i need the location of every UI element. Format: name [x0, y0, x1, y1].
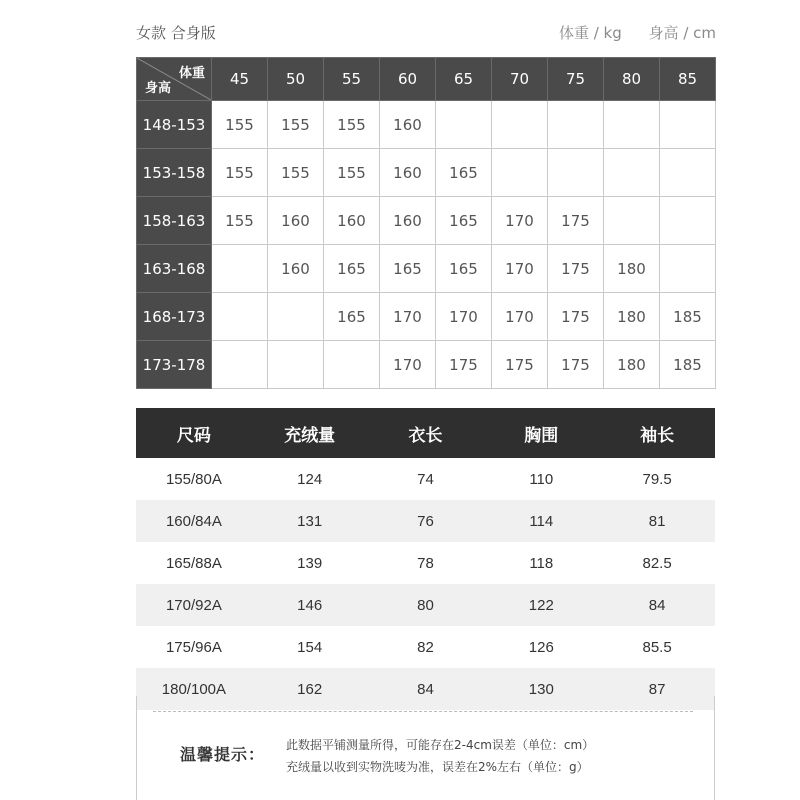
size-header-row — [136, 408, 715, 458]
grid-header-row — [137, 58, 716, 101]
size-value-cell: 82.5 — [642, 554, 672, 572]
unit-legend — [559, 22, 716, 43]
height-range-cell: 158-163 — [137, 197, 212, 245]
size-row — [136, 500, 715, 542]
size-cell: 155 — [324, 149, 380, 197]
size-value-cell: 79.5 — [642, 470, 672, 488]
size-cell: 175 — [492, 341, 548, 389]
size-cell: 155 — [212, 197, 268, 245]
size-cell: 185 — [660, 341, 716, 389]
size-cell: 165 — [436, 245, 492, 293]
size-cell: 160 — [380, 197, 436, 245]
size-cell: 165 — [324, 293, 380, 341]
tips-border-right — [714, 696, 715, 800]
size-value-cell: 122 — [483, 584, 599, 626]
size-value-cell: 154 — [297, 638, 323, 656]
size-column-header: 尺码 — [136, 408, 252, 458]
tips-border-left — [136, 696, 137, 800]
size-value-cell: 84 — [599, 584, 715, 626]
grid-row — [137, 341, 716, 389]
size-cell: 170 — [436, 293, 492, 341]
height-range-cell: 148-153 — [137, 101, 212, 149]
height-weight-size-grid — [136, 57, 716, 389]
size-row — [136, 626, 715, 668]
size-cell: 170 — [492, 197, 548, 245]
size-cell: 155 — [268, 149, 324, 197]
size-value-cell: 85.5 — [642, 638, 672, 656]
size-value-cell: 146 — [252, 584, 368, 626]
size-row — [136, 584, 715, 626]
chart-header — [136, 20, 716, 44]
size-value-cell: 160/84A — [136, 500, 252, 542]
size-cell: 180 — [604, 341, 660, 389]
size-value-cell: 81 — [599, 500, 715, 542]
height-range-cell: 163-168 — [137, 245, 212, 293]
size-column-header: 胸围 — [483, 408, 599, 458]
weight-header-cell: 75 — [548, 58, 604, 101]
size-value-cell: 126 — [528, 638, 554, 656]
weight-header-cell: 65 — [436, 58, 492, 101]
size-value-cell: 124 — [297, 470, 323, 488]
size-cell: 175 — [436, 341, 492, 389]
size-cell — [604, 149, 660, 197]
size-cell — [212, 341, 268, 389]
size-measurement-section — [136, 408, 715, 710]
size-value-cell: 131 — [252, 500, 368, 542]
size-value-cell: 162 — [252, 668, 368, 710]
size-value-cell: 170/92A — [136, 584, 252, 626]
size-value-cell: 74 — [417, 470, 434, 488]
size-cell: 170 — [492, 293, 548, 341]
size-value-cell: 118 — [529, 554, 554, 572]
size-cell: 170 — [380, 293, 436, 341]
size-cell — [324, 341, 380, 389]
size-value-cell: 180/100A — [136, 668, 252, 710]
size-cell — [436, 101, 492, 149]
tips-line-filling: 充绒量以收到实物洗唛为准，误差在2%左右（单位：g） — [286, 760, 589, 774]
size-cell — [660, 197, 716, 245]
size-cell: 185 — [660, 293, 716, 341]
grid-row — [137, 293, 716, 341]
size-cell — [268, 293, 324, 341]
size-cell: 165 — [436, 149, 492, 197]
weight-header-cell: 70 — [492, 58, 548, 101]
corner-height-label: 身高 — [145, 81, 172, 96]
size-row — [136, 458, 715, 500]
size-cell: 170 — [380, 341, 436, 389]
size-cell: 175 — [548, 245, 604, 293]
size-cell: 165 — [380, 245, 436, 293]
tips-line-measurement: 此数据平铺测量所得，可能存在2-4cm误差（单位：cm） — [286, 738, 595, 752]
size-value-cell: 82 — [417, 638, 434, 656]
grid-row — [137, 149, 716, 197]
corner-weight-label: 体重 — [178, 66, 205, 81]
size-value-cell: 76 — [368, 500, 484, 542]
size-cell: 165 — [324, 245, 380, 293]
size-value-cell: 155/80A — [165, 470, 222, 488]
size-column-header: 充绒量 — [252, 408, 368, 458]
size-value-cell: 87 — [599, 668, 715, 710]
size-value-cell: 78 — [417, 554, 434, 572]
size-cell — [604, 101, 660, 149]
size-cell: 170 — [492, 245, 548, 293]
size-cell — [212, 293, 268, 341]
size-cell — [492, 101, 548, 149]
size-row — [136, 668, 715, 710]
size-cell: 160 — [324, 197, 380, 245]
weight-header-cell: 60 — [380, 58, 436, 101]
size-row — [136, 542, 715, 584]
size-value-cell: 165/88A — [165, 554, 222, 572]
size-cell: 155 — [212, 149, 268, 197]
size-cell — [604, 197, 660, 245]
weight-header-cell: 85 — [660, 58, 716, 101]
weight-unit-label: 体重 / kg — [558, 24, 622, 42]
height-unit-label: 身高 / cm — [648, 24, 716, 42]
size-column-header: 衣长 — [368, 408, 484, 458]
size-cell — [660, 101, 716, 149]
height-range-cell: 173-178 — [137, 341, 212, 389]
size-cell — [660, 149, 716, 197]
grid-row — [137, 197, 716, 245]
size-cell: 155 — [324, 101, 380, 149]
size-cell: 160 — [268, 245, 324, 293]
size-cell: 180 — [604, 245, 660, 293]
weight-header-cell: 45 — [212, 58, 268, 101]
tips-title: 温馨提示： — [180, 745, 266, 764]
weight-header-cell: 50 — [268, 58, 324, 101]
grid-row — [137, 245, 716, 293]
size-measurement-table — [136, 408, 715, 710]
size-cell: 175 — [548, 293, 604, 341]
size-cell — [660, 245, 716, 293]
height-range-cell: 153-158 — [137, 149, 212, 197]
size-cell — [212, 245, 268, 293]
size-value-cell: 80 — [368, 584, 484, 626]
tips-text — [286, 734, 594, 778]
size-value-cell: 139 — [297, 554, 323, 572]
size-column-header: 袖长 — [599, 408, 715, 458]
size-value-cell: 130 — [483, 668, 599, 710]
size-value-cell: 84 — [368, 668, 484, 710]
size-cell — [492, 149, 548, 197]
weight-header-cell: 55 — [324, 58, 380, 101]
size-cell — [548, 149, 604, 197]
size-cell: 160 — [380, 101, 436, 149]
size-cell: 160 — [268, 197, 324, 245]
size-cell: 155 — [212, 101, 268, 149]
size-cell — [268, 341, 324, 389]
size-cell — [548, 101, 604, 149]
size-cell: 165 — [436, 197, 492, 245]
height-range-cell: 168-173 — [137, 293, 212, 341]
style-title: 女款 合身版 — [136, 24, 216, 42]
size-value-cell: 114 — [483, 500, 599, 542]
size-value-cell: 110 — [529, 470, 554, 488]
size-cell: 155 — [268, 101, 324, 149]
size-cell: 160 — [380, 149, 436, 197]
size-cell: 180 — [604, 293, 660, 341]
size-cell: 175 — [548, 341, 604, 389]
grid-corner-cell — [137, 58, 212, 101]
weight-header-cell: 80 — [604, 58, 660, 101]
size-table-body — [136, 458, 715, 710]
grid-row — [137, 101, 716, 149]
size-value-cell: 175/96A — [165, 638, 222, 656]
size-cell: 175 — [548, 197, 604, 245]
dashed-divider — [153, 711, 693, 712]
